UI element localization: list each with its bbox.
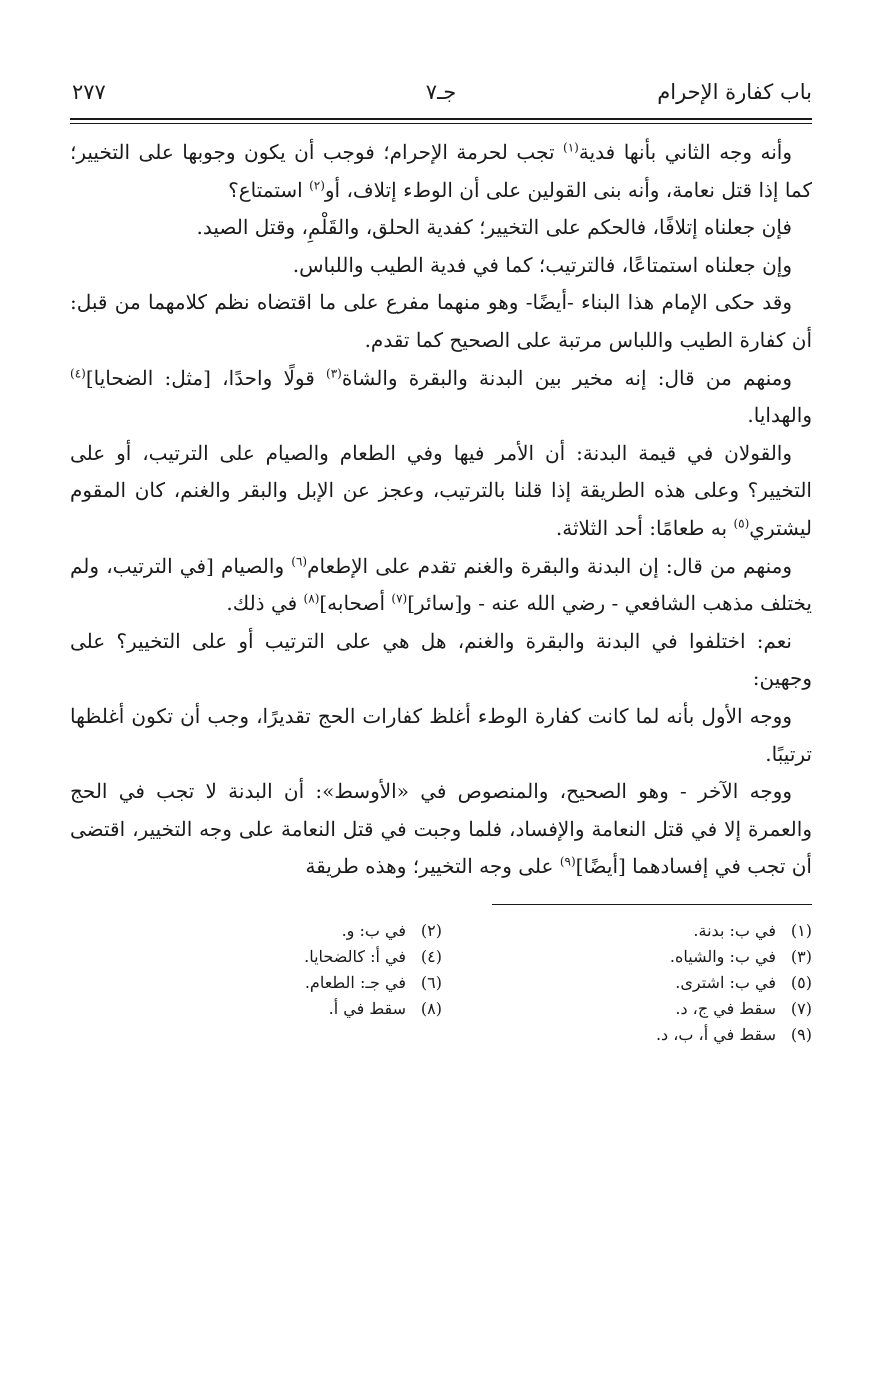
page-number: ٢٧٧	[72, 80, 106, 104]
paragraph-text: على وجه التخيير؛ وهذه طريقة	[305, 854, 560, 879]
paragraph-text: أصحابه]	[319, 591, 392, 616]
paragraph-text: نعم: اختلفوا في البدنة والبقرة والغنم، هل هي على الترتيب أو على التخيير؟ على وجهين:	[70, 628, 812, 691]
chapter-title: باب كفارة الإحرام	[657, 80, 812, 104]
footnote-ref: (٥)	[733, 516, 750, 531]
footnote-text: في ب: اشترى.	[675, 972, 776, 992]
footnote-ref: (٩)	[559, 854, 576, 869]
paragraph-text: استمتاع؟	[228, 177, 310, 202]
footnote-ref: (٧)	[391, 591, 408, 606]
footnote-number: (٧)	[790, 998, 812, 1018]
footnote	[442, 945, 812, 968]
paragraph-text: ومنهم من قال: إنه مخير بين البدنة والبقرة والشاة	[341, 365, 792, 390]
footnote-separator	[492, 904, 812, 905]
volume-number: جـ٧	[425, 80, 457, 104]
paragraph-text: به طعامًا: أحد الثلاثة.	[555, 515, 734, 540]
footnote-number: (١)	[790, 920, 812, 940]
footnote-number: (٤)	[420, 946, 442, 966]
paragraph-text: في ذلك.	[226, 591, 304, 616]
footnote-number: (٣)	[790, 946, 812, 966]
paragraph	[70, 548, 812, 623]
paragraph-text: والهدايا.	[747, 403, 812, 428]
footnote-ref: (٢)	[309, 177, 325, 192]
footnote-text: في ب: و.	[341, 920, 406, 940]
paragraph-text: والقولان في قيمة البدنة: أن الأمر فيها وفي الطعام والصيام على الترتيب، أو على التخيير؟ وعلى هذه الطريقة إذا قلنا بالترتيب، وعجز عن الإبل والبقر والغنم، كان المقوم ليشتري	[70, 440, 812, 540]
footnote-ref: (٦)	[291, 553, 308, 568]
header-rule-thin	[70, 123, 812, 124]
footnote-number: (٦)	[420, 972, 442, 992]
paragraph-text: وإن جعلناه استمتاعًا، فالترتيب؛ كما في فدية الطيب واللباس.	[292, 252, 792, 277]
footnote-text: سقط في أ.	[328, 998, 406, 1018]
paragraph	[70, 284, 812, 359]
book-page	[70, 70, 812, 1320]
paragraph-text: ووجه الآخر - وهو الصحيح، والمنصوص في «الأوسط»: أن البدنة لا تجب في الحج والعمرة إلا في قتل النعامة والإفساد، فلما وجبت في قتل النعامة على وجه التخيير، اقتضى أن تجب في إفسادهما [أيضًا]	[70, 779, 812, 879]
footnote	[442, 919, 812, 942]
main-text	[70, 134, 812, 886]
footnote-number: (٥)	[790, 972, 812, 992]
footnote-ref: (١)	[563, 140, 579, 155]
paragraph	[70, 360, 812, 435]
footnote	[442, 1023, 812, 1046]
paragraph-text: قولًا واحدًا، [مثل: الضحايا]	[85, 365, 327, 390]
footnote-number: (٨)	[420, 998, 442, 1018]
footnote	[442, 971, 812, 994]
footnote-ref: (٣)	[326, 365, 342, 380]
header-rule-thick	[70, 118, 812, 120]
footnote-text: في ب: بدنة.	[693, 920, 776, 940]
running-header	[70, 70, 812, 114]
paragraph-text: ووجه الأول بأنه لما كانت كفارة الوطء أغلظ كفارات الحج تقديرًا، وجب أن تكون أغلظها ترتيبًا.	[70, 703, 812, 766]
paragraph	[70, 209, 812, 247]
footnote-text: سقط في ج، د.	[675, 998, 776, 1018]
footnote-number: (٢)	[420, 920, 442, 940]
footnote	[72, 945, 442, 968]
paragraph	[70, 698, 812, 773]
paragraph	[70, 134, 812, 209]
paragraph-text: وأنه وجه الثاني بأنها فدية	[578, 140, 792, 164]
footnote	[72, 971, 442, 994]
footnote	[72, 997, 442, 1020]
paragraph	[70, 247, 812, 285]
paragraph-text: وقد حكى الإمام هذا البناء -أيضًا- وهو منهما مفرع على ما اقتضاه نظم كلامهما من قبل: أن كفارة الطيب واللباس مرتبة على الصحيح كما تقدم.	[70, 290, 812, 352]
footnote-number: (٩)	[790, 1024, 812, 1044]
footnote-text: في ب: والشياه.	[669, 946, 776, 966]
footnote-ref: (٨)	[303, 591, 320, 606]
footnote-ref: (٤)	[70, 365, 86, 380]
footnotes	[70, 919, 812, 1046]
footnote-text: في جـ: الطعام.	[304, 972, 406, 992]
paragraph-text: فإن جعلناه إتلافًا، فالحكم على التخيير؛ كفدية الحلق، والقَلْمِ، وقتل الصيد.	[196, 215, 792, 240]
paragraph-text: تجب لحرمة الإحرام؛ فوجب أن يكون وجوبها على التخيير؛ كما إذا قتل نعامة، وأنه بنى القولين على أن الوطء إتلاف، أو	[70, 140, 812, 202]
paragraph	[70, 623, 812, 698]
footnote	[442, 997, 812, 1020]
paragraph	[70, 773, 812, 886]
footnote-text: سقط في أ، ب، د.	[655, 1024, 776, 1044]
footnote-text: في أ: كالضحايا.	[304, 946, 406, 966]
paragraph	[70, 435, 812, 548]
paragraph-text: والصيام [في الترتيب، ولم يختلف مذهب الشافعي - رضي الله عنه - و[سائر]	[70, 553, 812, 616]
paragraph-text: ومنهم من قال: إن البدنة والبقرة والغنم تقدم على الإطعام	[307, 553, 792, 578]
footnote	[72, 919, 442, 942]
